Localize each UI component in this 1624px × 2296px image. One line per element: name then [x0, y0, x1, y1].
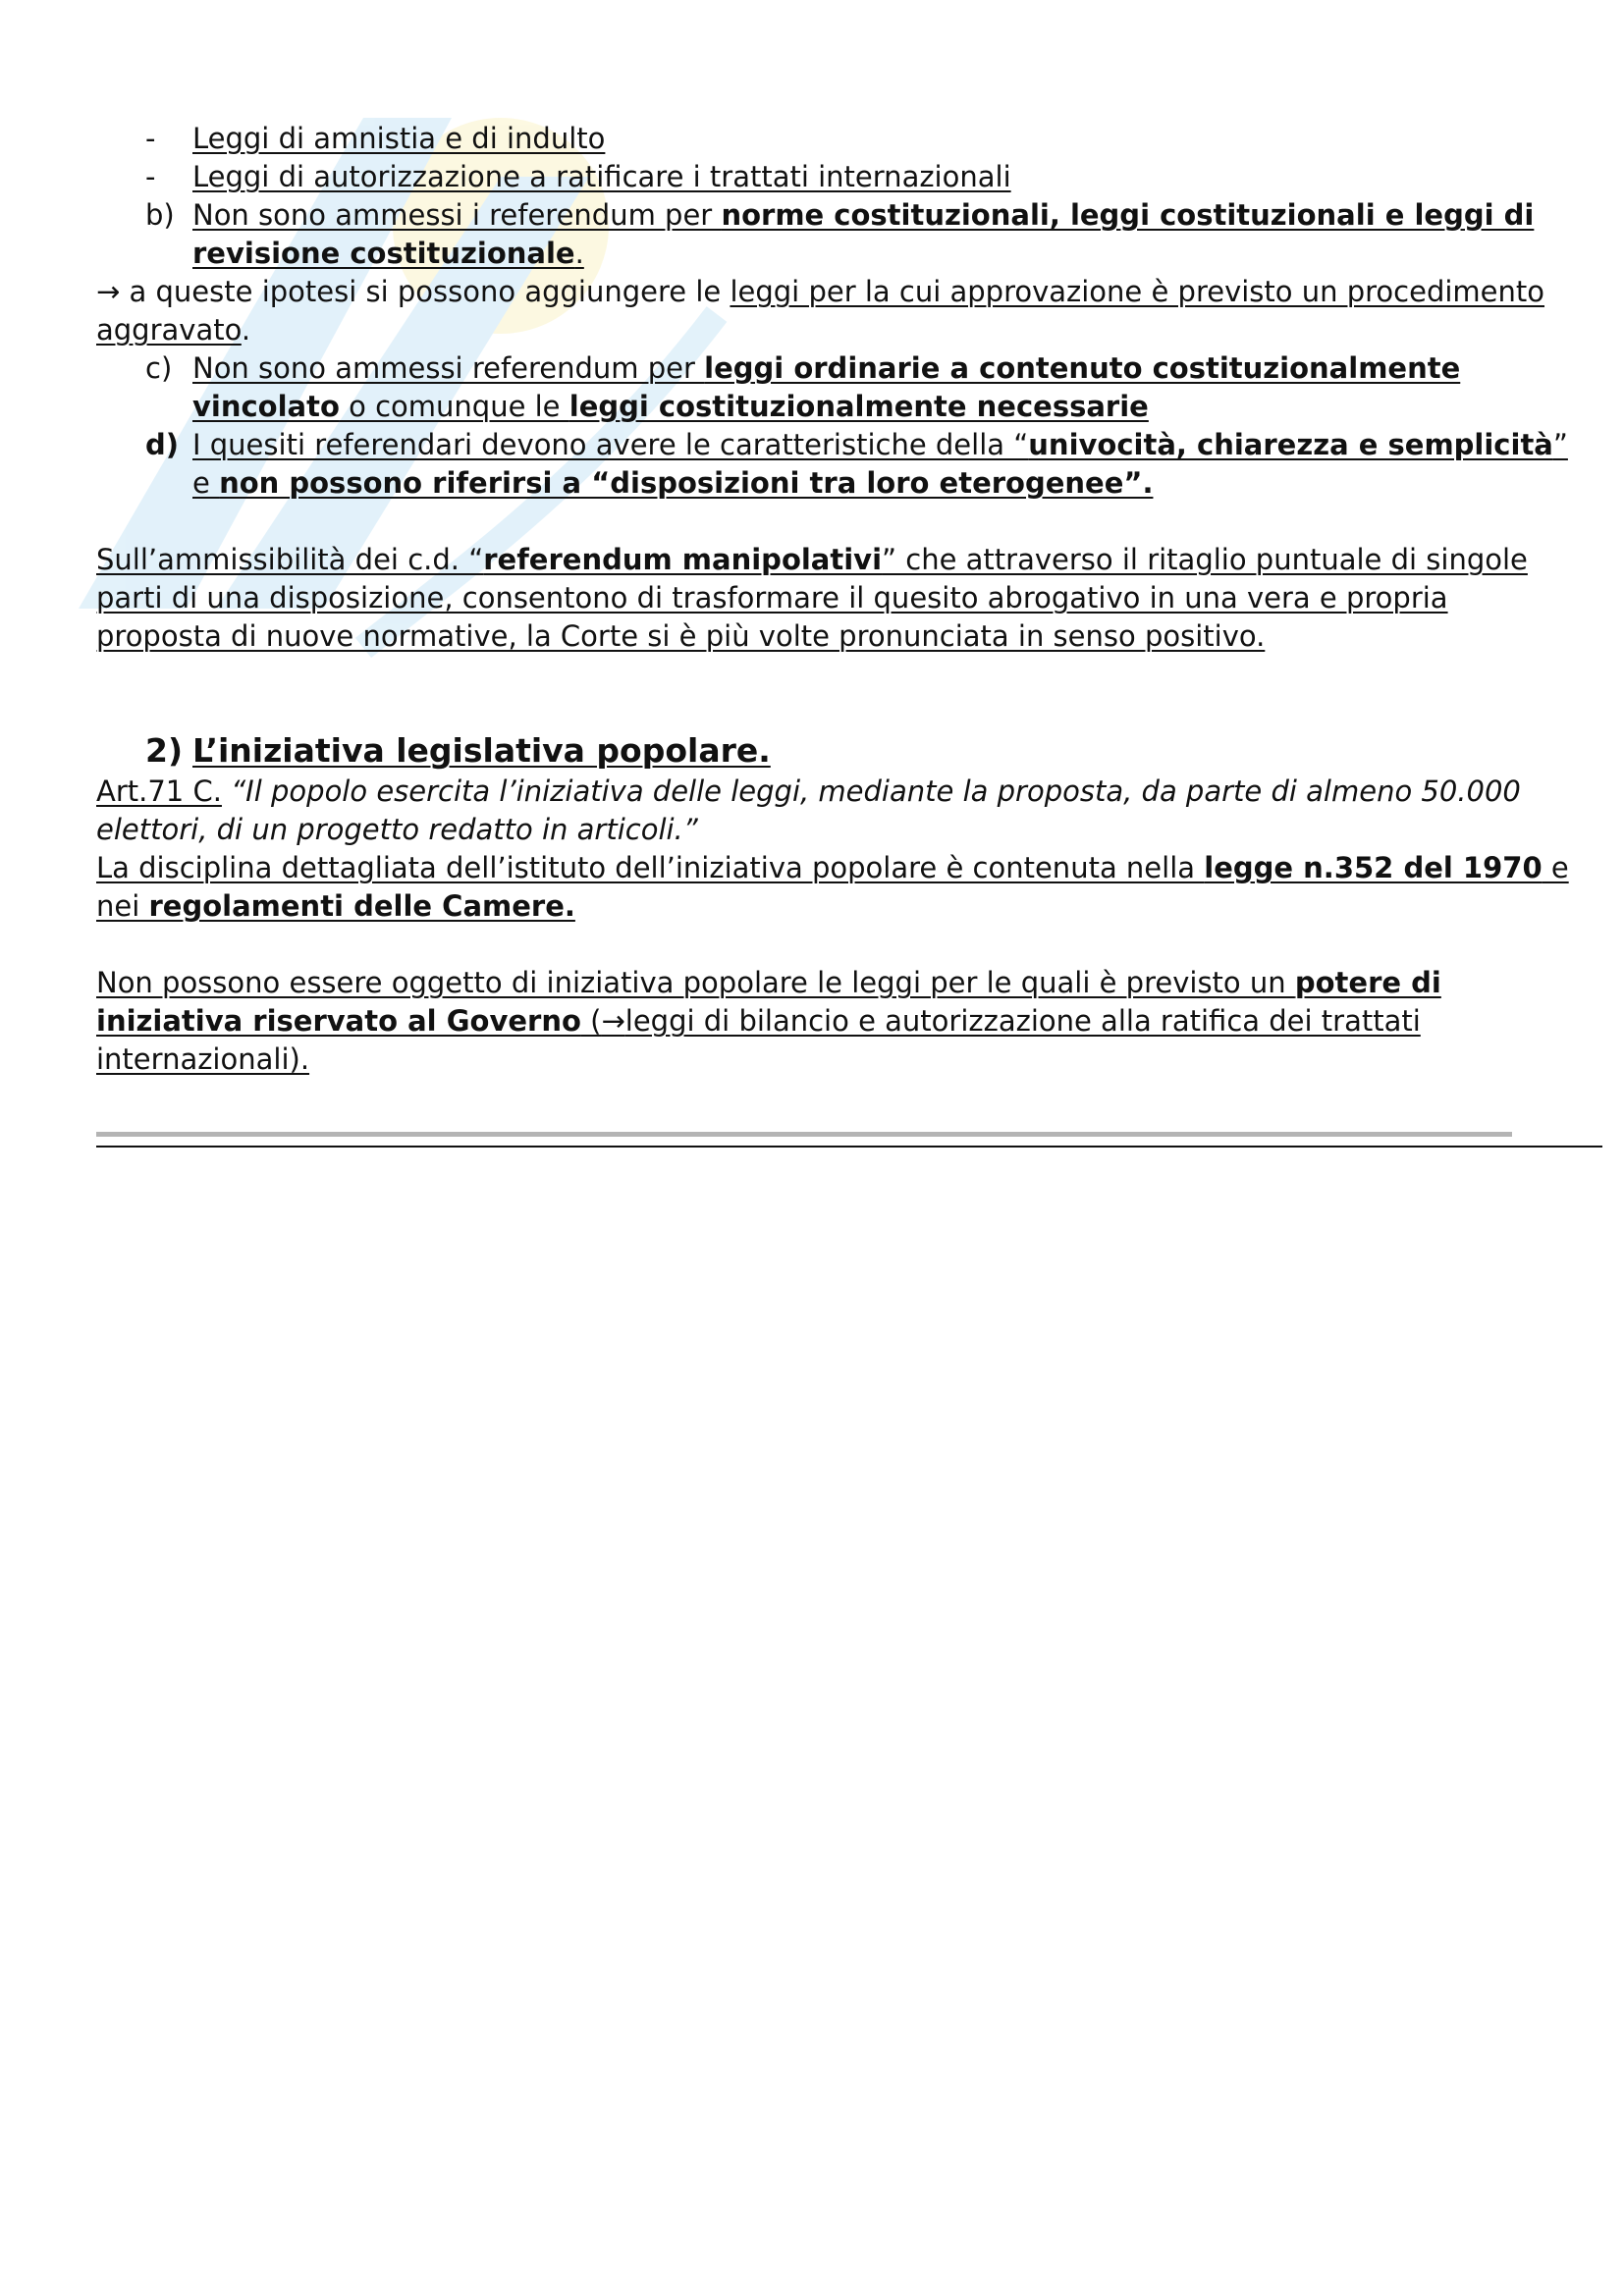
- item-d-quote: ”: [1552, 428, 1568, 461]
- dash-marker: -: [145, 160, 156, 193]
- item-b-period: .: [574, 237, 584, 270]
- horizontal-rule-black: [96, 1146, 1602, 1148]
- non-oggetto-paren: (: [580, 1004, 602, 1038]
- disciplina-text: La disciplina dettagliata dell’istituto dell’iniziativa popolare è contenuta nella: [96, 851, 1205, 884]
- art71-line-2: elettori, di un progetto redatto in articoli.”: [96, 813, 698, 846]
- non-oggetto-bold: potere di: [1294, 966, 1441, 999]
- section-2-title: L’iniziativa legislativa popolare.: [192, 731, 771, 770]
- non-oggetto-line-3: internazionali).: [96, 1042, 310, 1076]
- item-c-marker: c): [145, 351, 173, 385]
- manipolativi-bold: referendum manipolativi: [483, 543, 883, 576]
- list-item-autorizzazione: Leggi di autorizzazione a ratificare i trattati internazionali: [192, 160, 1011, 193]
- item-c-vincolato: vincolato: [192, 390, 340, 423]
- arrow-note-line-1: [96, 273, 1544, 311]
- manipolativi-text-2: ” che attraverso il ritaglio puntuale di singole: [882, 543, 1528, 576]
- art71-line-1: [96, 773, 1521, 811]
- item-d-bold-2: non possono riferirsi a “disposizioni tra loro eterogenee”.: [219, 466, 1154, 500]
- arrow-note-line-2: [96, 311, 250, 349]
- arrow-note-aggravato: aggravato: [96, 313, 242, 347]
- item-b-line-1: [192, 196, 1534, 235]
- non-oggetto-text: Non possono essere oggetto di iniziativa popolare le leggi per le quali è previsto un: [96, 966, 1295, 999]
- section-2-number: 2): [145, 731, 184, 770]
- item-c-text-2: o comunque le: [339, 390, 569, 423]
- dash-marker: -: [145, 122, 156, 155]
- horizontal-rule-gray: [96, 1132, 1512, 1137]
- arrow-note-period: .: [241, 313, 251, 347]
- arrow-note-text: a queste ipotesi si possono aggiungere le: [120, 275, 731, 308]
- item-c-text: Non sono ammessi referendum per: [192, 351, 705, 385]
- disciplina-regolamenti: regolamenti delle Camere.: [148, 889, 575, 923]
- item-b-line-2: [192, 235, 584, 273]
- item-d-text-2: e: [192, 466, 220, 500]
- art71-quote: “Il popolo esercita l’iniziativa delle leggi, mediante la proposta, da parte di almeno 50.000: [221, 774, 1521, 808]
- manipolativi-line-2: parti di una disposizione, consentono di trasformare il quesito abrogativo in una vera e propria: [96, 581, 1448, 614]
- item-c-line-1: [192, 349, 1460, 388]
- list-item-amnistia: Leggi di amnistia e di indulto: [192, 122, 606, 155]
- manipolativi-line-3: proposta di nuove normative, la Corte si è più volte pronunciata in senso positivo.: [96, 619, 1266, 653]
- non-oggetto-line-1: [96, 964, 1441, 1002]
- item-b-marker: b): [145, 198, 175, 232]
- disciplina-line-2: [96, 887, 575, 926]
- non-oggetto-line-2: [96, 1002, 1421, 1041]
- disciplina-line-1: [96, 849, 1569, 887]
- item-c-bold-2: leggi costituzionalmente necessarie: [568, 390, 1149, 423]
- item-d-bold: univocità, chiarezza e semplicità: [1028, 428, 1553, 461]
- item-b-bold-2: revisione costituzionale: [192, 237, 575, 270]
- item-b-bold: norme costituzionali, leggi costituzionali e leggi di: [721, 198, 1535, 232]
- arrow-note-underlined: leggi per la cui approvazione è previsto un procedimento: [730, 275, 1544, 308]
- item-c-line-2: [192, 388, 1149, 426]
- disciplina-nei: nei: [96, 889, 149, 923]
- art71-ref: Art.71 C.: [96, 774, 222, 808]
- non-oggetto-bold-2: iniziativa riservato al Governo: [96, 1004, 581, 1038]
- item-c-bold: leggi ordinarie a contenuto costituzionalmente: [704, 351, 1461, 385]
- item-d-line-1: [192, 426, 1568, 464]
- disciplina-legge: legge n.352 del 1970: [1204, 851, 1543, 884]
- manipolativi-text: Sull’ammissibilità dei c.d. “: [96, 543, 484, 576]
- disciplina-e: e: [1542, 851, 1569, 884]
- arrow-right-icon: →: [96, 275, 121, 308]
- item-b-text: Non sono ammessi i referendum per: [192, 198, 722, 232]
- arrow-right-icon: →: [601, 1004, 625, 1038]
- item-d-line-2: [192, 464, 1153, 503]
- non-oggetto-text-2: leggi di bilancio e autorizzazione alla ratifica dei trattati: [624, 1004, 1421, 1038]
- item-d-text: I quesiti referendari devono avere le caratteristiche della “: [192, 428, 1029, 461]
- manipolativi-line-1: [96, 541, 1528, 579]
- item-d-marker: d): [145, 428, 180, 461]
